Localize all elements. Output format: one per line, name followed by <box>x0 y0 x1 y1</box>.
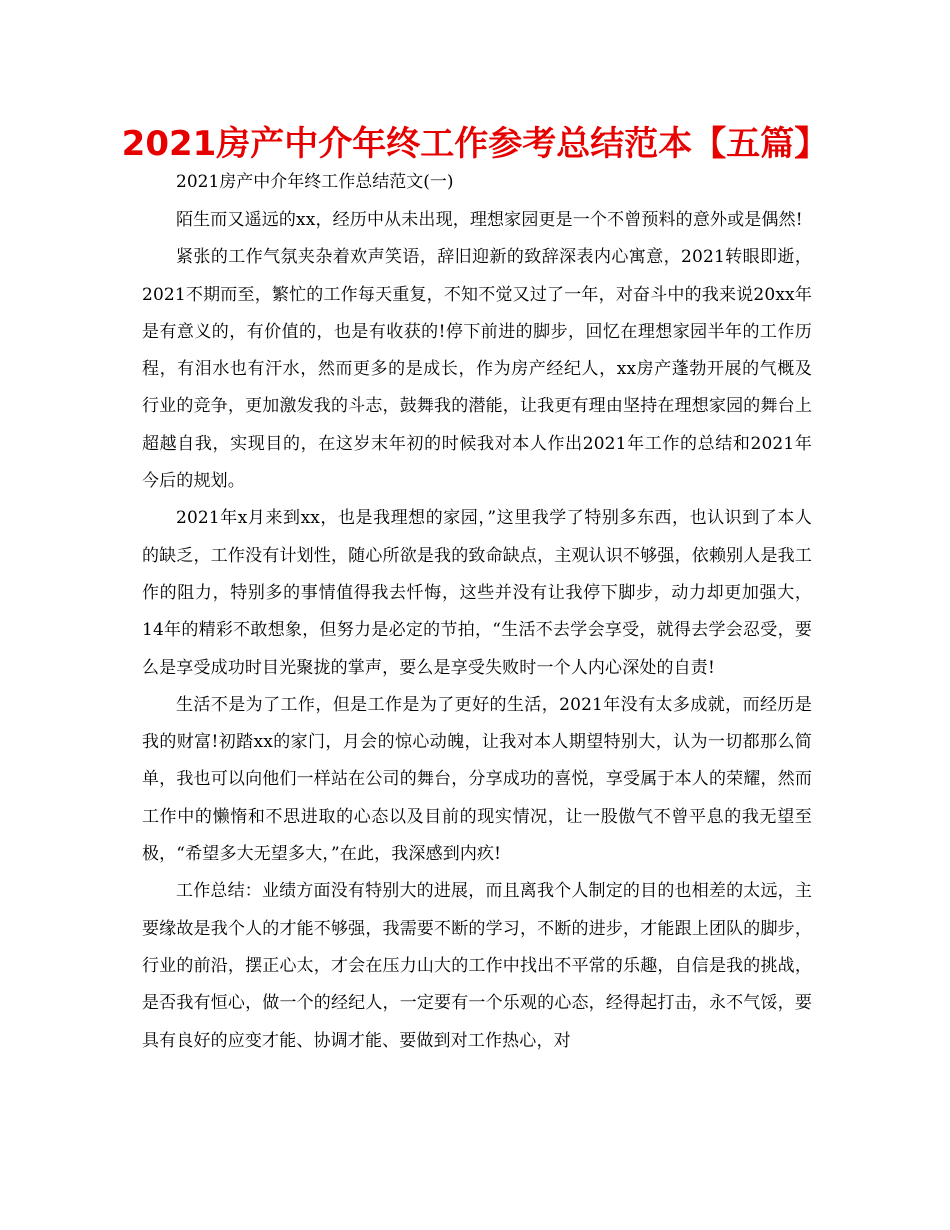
paragraph: 工作总结：业绩方面没有特别大的进展，而且离我个人制定的目的也相差的太远，主要缘故是我个人的才能不够强，我需要不断的学习，不断的进步，才能跟上团队的脚步，行业的前沿，摆正心太，才会在压力山大的工作中找出不平常的乐趣，自信是我的挑战，是否我有恒心，做一个的经纪人，一定要有一个乐观的心态，经得起打击，永不气馁，要具有良好的应变才能、协调才能、要做到对工作热心，对 <box>142 881 812 1051</box>
section-subtitle: 2021房产中介年终工作总结范文(一) <box>176 172 454 192</box>
paragraph: 陌生而又遥远的xx，经历中从未出现，理想家园更是一个不曾预料的意外或是偶然! <box>176 210 803 230</box>
paragraph: 2021年x月来到xx，也是我理想的家园，”这里我学了特别多东西，也认识到了本人的缺乏，工作没有计划性，随心所欲是我的致命缺点，主观认识不够强，依赖别人是我工作的阻力，特别多的事情值得我去忏悔，这些并没有让我停下脚步，动力却更加强大，14年的精彩不敢想象，但努力是必定的节拍，“生活不去学会享受，就得去学会忍受，要么是享受成功时目光聚拢的掌声，要么是享受失败时一个人内心深处的自责! <box>142 508 812 678</box>
document-body <box>142 202 812 1060</box>
document-title: 2021房产中介年终工作参考总结范本【五篇】 <box>121 124 829 164</box>
paragraph: 生活不是为了工作，但是工作是为了更好的生活，2021年没有太多成就，而经历是我的财富!初踏xx的家门，月会的惊心动魄，让我对本人期望特别大，认为一切都那么简单，我也可以向他们一样站在公司的舞台，分享成功的喜悦，享受属于本人的荣耀，然而工作中的懒惰和不思进取的心态以及目前的现实情况，让一股傲气不曾平息的我无望至极，“希望多大无望多大，”在此，我深感到内疚! <box>142 694 812 865</box>
paragraph: 紧张的工作气氛夹杂着欢声笑语，辞旧迎新的致辞深表内心寓意，2021转眼即逝，2021不期而至，繁忙的工作每天重复，不知不觉又过了一年，对奋斗中的我来说20xx年是有意义的，有价值的，也是有收获的!停下前进的脚步，回忆在理想家园半年的工作历程，有泪水也有汗水，然而更多的是成长，作为房产经纪人，xx房产蓬勃开展的气概及行业的竞争，更加激发我的斗志，鼓舞我的潜能，让我更有理由坚持在理想家园的舞台上超越自我，实现目的，在这岁末年初的时候我对本人作出2021年工作的总结和2021年今后的规划。 <box>142 247 812 492</box>
